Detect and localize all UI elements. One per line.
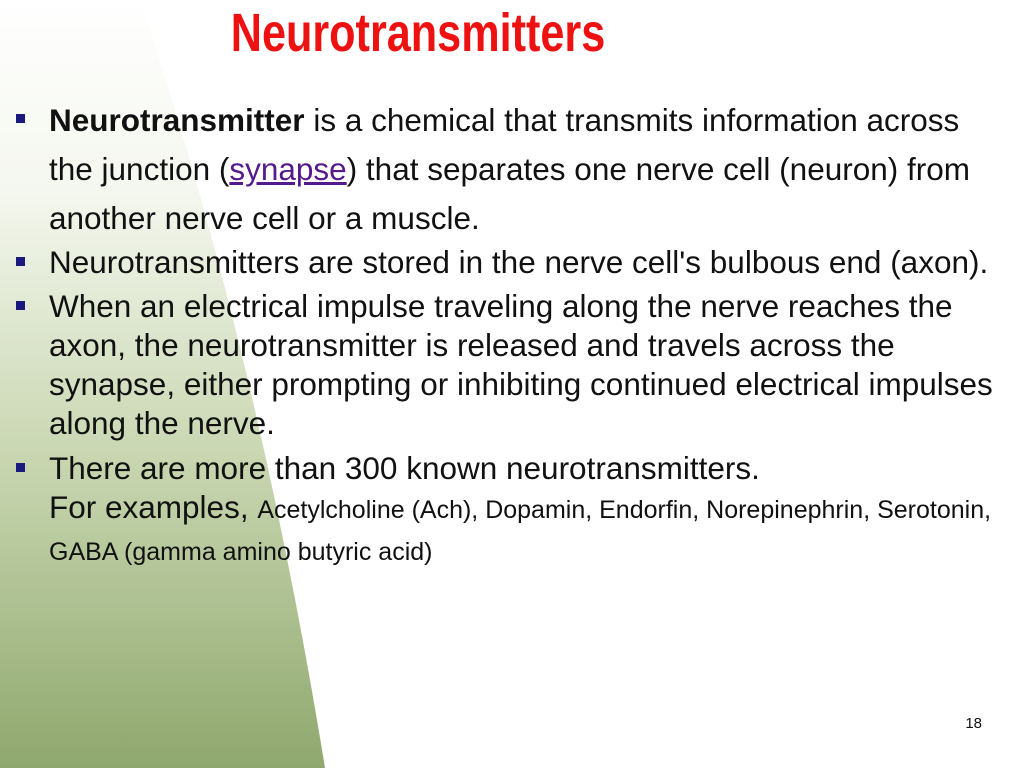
square-bullet-icon <box>16 114 25 123</box>
bullet-item <box>16 449 1001 572</box>
square-bullet-icon <box>16 463 25 472</box>
bullet-item <box>16 243 1001 282</box>
bullet-item <box>16 287 1001 443</box>
bullet-text: Neurotransmitters are stored in the nerve cell's bulbous end (axon). <box>49 244 989 280</box>
square-bullet-icon <box>16 301 25 310</box>
term-neurotransmitter: Neurotransmitter <box>49 102 305 138</box>
bullet-text: When an electrical impulse traveling along the nerve reaches the axon, the neurotransmitter is released and travels across the synapse, either prompting or inhibiting continued electrical impulses along the nerve. <box>49 288 993 441</box>
page-number: 18 <box>965 715 982 732</box>
square-bullet-icon <box>16 257 25 266</box>
bullet-text: For examples, <box>49 489 258 525</box>
bullet-text: is a chemical that transmits information across the junction ( <box>49 102 960 187</box>
slide-title: Neurotransmitters <box>230 3 606 63</box>
bullet-text: ) that separates one nerve cell (neuron) from another nerve cell or a muscle. <box>49 151 970 236</box>
bullet-list <box>16 96 1001 577</box>
synapse-link[interactable]: synapse <box>229 151 347 187</box>
bullet-item <box>16 96 1001 243</box>
bullet-text: There are more than 300 known neurotransmitters. <box>49 450 760 486</box>
examples-text: Acetylcholine (Ach), Dopamin, Endorfin, Norepinephrin, Serotonin, GABA (gamma amino butyric acid) <box>49 496 992 566</box>
